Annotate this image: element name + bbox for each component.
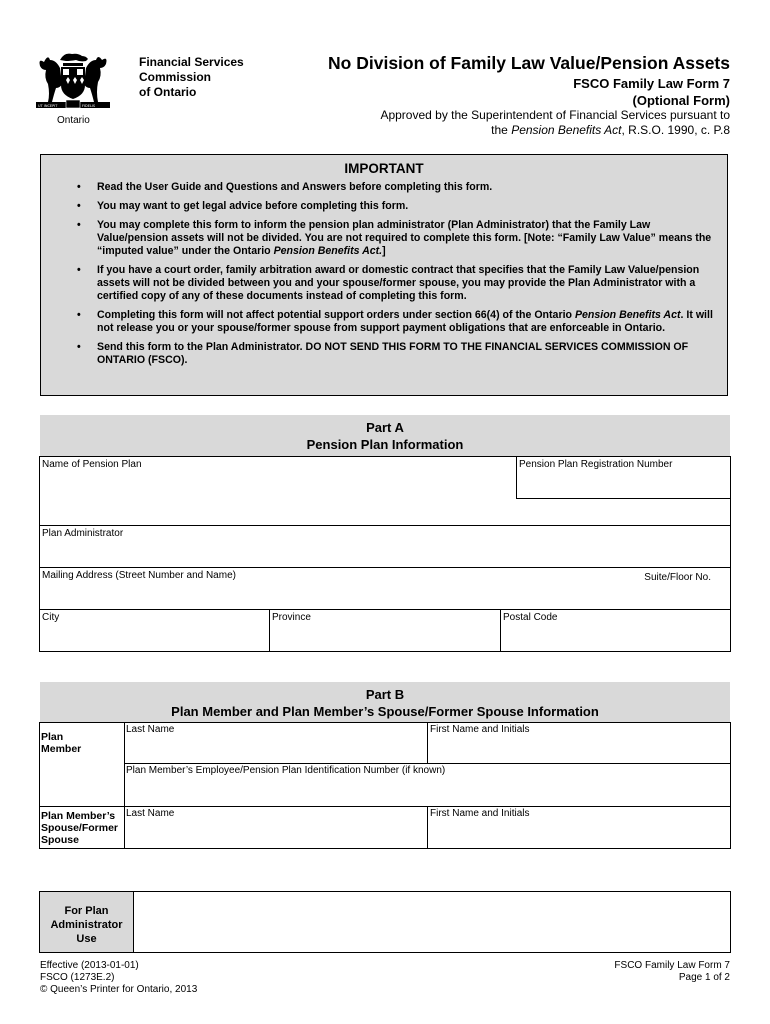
spouse-last-name-label: Last Name (126, 808, 175, 819)
important-item (41, 219, 727, 258)
form-number: FSCO Family Law Form 7 (573, 76, 730, 91)
member-id-label: Plan Member’s Employee/Pension Plan Identification Number (if known) (126, 765, 446, 776)
plan-name-field[interactable] (39, 456, 517, 526)
registration-number-field[interactable] (516, 456, 731, 499)
important-italic: Pension Benefits Act. (273, 245, 383, 257)
important-italic: Pension Benefits Act (574, 309, 681, 321)
bullet-icon: • (77, 341, 81, 353)
footer-page-number: Page 1 of 2 (678, 972, 730, 983)
bullet-icon: • (77, 309, 81, 321)
bullet-icon: • (77, 181, 81, 193)
member-last-name-label: Last Name (126, 724, 175, 735)
admin-use-line: Administrator (50, 919, 123, 931)
city-label: City (42, 612, 60, 623)
bullet-icon: • (77, 200, 81, 212)
field-border (516, 498, 731, 526)
org-line: of Ontario (139, 85, 197, 99)
admin-use-field[interactable] (134, 892, 730, 952)
spouse-label-line: Plan Member’s (41, 810, 116, 822)
svg-text:UT INCEPIT: UT INCEPIT (38, 104, 58, 108)
ontario-label: Ontario (57, 115, 90, 126)
bullet-icon: • (77, 219, 81, 231)
spouse-first-name-label: First Name and Initials (430, 808, 530, 819)
province-field[interactable] (269, 609, 501, 652)
spouse-label (39, 806, 125, 849)
footer-code: FSCO (1273E.2) (40, 972, 115, 983)
admin-use-line: Use (76, 933, 97, 945)
spouse-label-line: Spouse (41, 834, 79, 846)
important-text: ] (382, 245, 386, 257)
important-item (41, 181, 727, 194)
important-text: Send this form to the Plan Administrator. DO NOT SEND THIS FORM TO THE FINANCIAL SERVICES COMMISSION OF ONTARIO (FSCO). (97, 341, 689, 366)
plan-administrator-field[interactable] (39, 525, 731, 568)
footer-effective: Effective (2013-01-01) (40, 960, 139, 971)
part-a-header (40, 415, 730, 456)
important-text: Read the User Guide and Questions and Answers before completing this form. (97, 181, 493, 193)
approval-line-2 (380, 123, 730, 138)
part-b-header (40, 682, 730, 722)
bullet-icon: • (77, 264, 81, 276)
spouse-label-line: Spouse/Former (41, 822, 119, 834)
optional-form-label: (Optional Form) (632, 93, 730, 108)
important-item (41, 264, 727, 303)
footer-right (614, 960, 730, 984)
important-item (41, 309, 727, 335)
registration-number-label: Pension Plan Registration Number (519, 459, 673, 470)
admin-use-label (39, 891, 134, 953)
approval-line-1: Approved by the Superintendent of Financial Services pursuant to (380, 108, 730, 122)
spouse-first-name-field[interactable] (428, 806, 731, 849)
suite-label: Suite/Floor No. (644, 572, 711, 583)
important-text: If you have a court order, family arbitration award or domestic contract that specifies that the Family Law Value/pension assets will not be divided between you and your spouse/former spouse, you may provide the Plan Administrator with a certified copy of any of these documents instead of completing this form. (97, 264, 700, 302)
part-b-label: Part B (365, 687, 405, 702)
admin-use-line: For Plan (64, 905, 109, 917)
footer-copyright: © Queen’s Printer for Ontario, 2013 (40, 984, 198, 995)
plan-name-label: Name of Pension Plan (42, 459, 142, 470)
city-field[interactable] (39, 609, 270, 652)
important-item (41, 200, 727, 213)
member-id-field[interactable] (124, 763, 731, 807)
important-item (41, 341, 727, 367)
organization-name (139, 55, 244, 100)
plan-administrator-label: Plan Administrator (42, 528, 124, 539)
part-b-title: Plan Member and Plan Member’s Spouse/Former Spouse Information (171, 704, 599, 719)
spouse-last-name-field[interactable] (124, 806, 428, 849)
footer-left (40, 960, 197, 996)
mailing-address-label: Mailing Address (Street Number and Name) (42, 570, 236, 581)
mailing-address-field[interactable] (39, 567, 731, 610)
important-heading: IMPORTANT (344, 161, 424, 176)
important-notice-box (40, 154, 728, 396)
member-last-name-field[interactable] (124, 722, 428, 764)
ontario-crest-logo (36, 50, 110, 116)
part-a-title: Pension Plan Information (306, 437, 464, 452)
postal-code-label: Postal Code (503, 612, 558, 623)
org-line: Financial Services (139, 55, 244, 69)
important-text: You may want to get legal advice before completing this form. (97, 200, 409, 212)
important-list (41, 181, 727, 373)
important-text: You may complete this form to inform the pension plan administrator (Plan Administrator) that the Family Law Value/pension assets will not be divided. You are not required to complete this form. [Note: “Family Law Value” means the “imputed value” under the Ontario (97, 219, 712, 257)
member-first-name-label: First Name and Initials (430, 724, 530, 735)
part-a-label: Part A (366, 420, 404, 435)
approval-suffix: , R.S.O. 1990, c. P.8 (621, 123, 730, 137)
org-line: Commission (139, 70, 212, 84)
important-text: Completing this form will not affect potential support orders under section 66(4) of the Ontario (97, 309, 575, 321)
plan-member-label-line: Plan (41, 731, 64, 743)
plan-member-label-line: Member (41, 743, 82, 755)
svg-text:FIDELIS: FIDELIS (82, 104, 96, 108)
form-title: No Division of Family Law Value/Pension Assets (328, 53, 730, 73)
member-first-name-field[interactable] (427, 722, 731, 764)
province-label: Province (272, 612, 311, 623)
footer-form-name: FSCO Family Law Form 7 (614, 960, 730, 971)
postal-code-field[interactable] (500, 609, 731, 652)
act-name: Pension Benefits Act (511, 123, 622, 137)
approval-prefix: the (491, 123, 508, 137)
important-text: . It will not release you or your spouse/former spouse from support payment obligations that are enforceable in Ontario. (97, 309, 713, 334)
plan-member-label (39, 727, 125, 807)
approval-statement (380, 108, 730, 138)
